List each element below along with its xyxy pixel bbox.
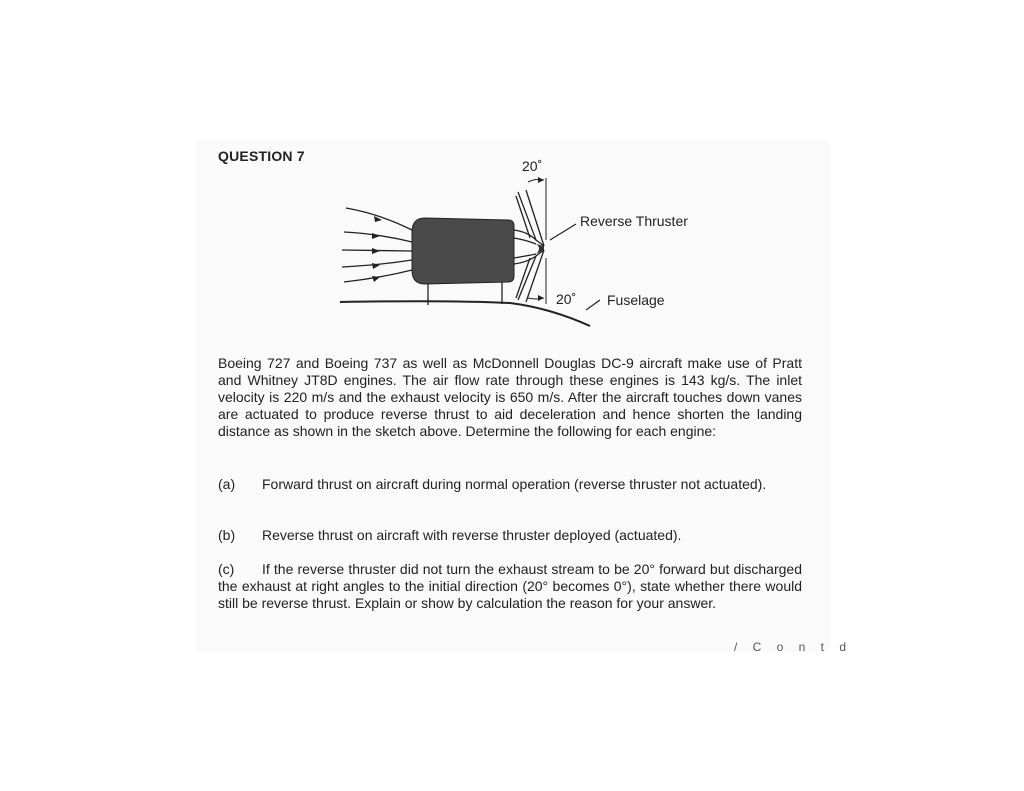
- engine-nacelle: [412, 218, 514, 284]
- part-a: [218, 476, 802, 493]
- fuselage-line: [340, 301, 590, 326]
- part-c-text: If the reverse thruster did not turn the exhaust stream to be 20° forward but discharged the exhaust at right angles to the initial direction (20° becomes 0°), state whether there would still be reverse thrust. Explain or show by calculation the reason for your answer.: [218, 561, 802, 611]
- engine-diagram: [330, 150, 710, 340]
- part-b-text: Reverse thrust on aircraft with reverse thruster deployed (actuated).: [262, 527, 682, 543]
- fuselage-label: Fuselage: [607, 292, 665, 308]
- page-continued-fragment: / C o n t d: [734, 640, 853, 654]
- part-b: [218, 527, 802, 544]
- part-c: [218, 561, 802, 612]
- airflow-arrowheads: [372, 216, 382, 282]
- bottom-angle-label: 20˚: [556, 291, 577, 307]
- part-a-label: (a): [218, 476, 236, 492]
- reverse-thruster-label: Reverse Thruster: [580, 213, 688, 229]
- top-angle-label: 20˚: [522, 158, 543, 174]
- part-c-label: (c): [218, 561, 235, 577]
- angle-arrowheads: [538, 177, 544, 301]
- part-b-label: (b): [218, 527, 236, 543]
- question-paragraph: Boeing 727 and Boeing 737 as well as McDonnell Douglas DC-9 aircraft make use of Pratt and Whitney JT8D engines. The air flow rate through these engines is 143 kg/s. The inlet velocity is 220 m/s and the exhaust velocity is 650 m/s. After the aircraft touches down vanes are actuated to produce reverse thrust to aid deceleration and hence shorten the landing distance as shown in the sketch above. Determine the following for each engine:: [218, 355, 802, 439]
- reverse-thruster-figure: [330, 150, 710, 340]
- question-title: QUESTION 7: [218, 148, 305, 164]
- part-a-text: Forward thrust on aircraft during normal operation (reverse thruster not actuated).: [262, 476, 767, 492]
